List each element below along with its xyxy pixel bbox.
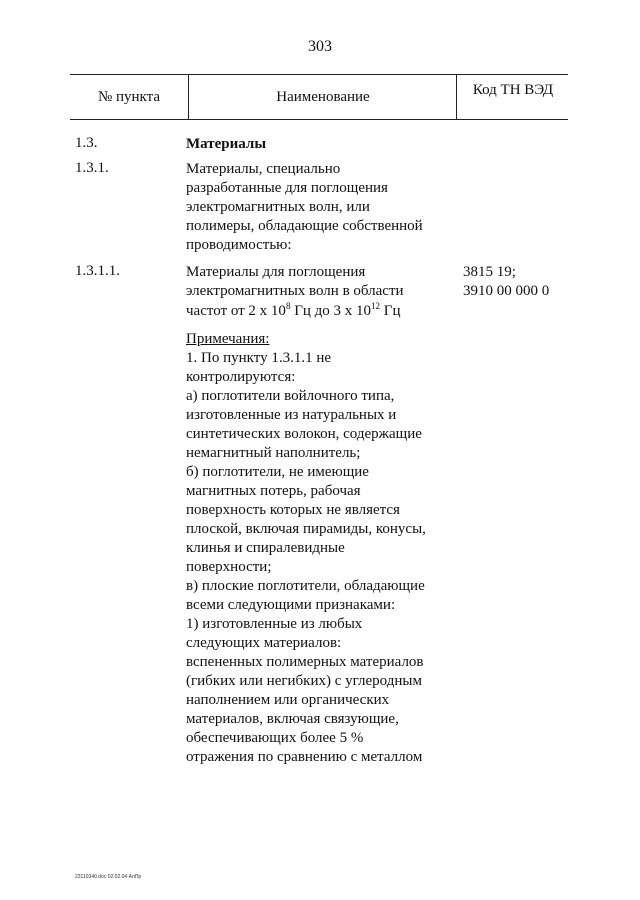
table-header bbox=[70, 74, 568, 120]
note-line: 1) изготовленные из любых bbox=[186, 616, 363, 632]
header-name: Наименование bbox=[188, 75, 457, 119]
freq-suffix: Гц bbox=[380, 303, 401, 319]
row-title bbox=[186, 135, 461, 154]
row-codes bbox=[463, 263, 573, 301]
note-line: 1. По пункту 1.3.1.1 не bbox=[186, 350, 332, 366]
row-number: 1.3.1.1. bbox=[75, 263, 120, 279]
row-name-line: Материалы, специально bbox=[186, 161, 341, 177]
note-line: вспененных полимерных материалов bbox=[186, 654, 424, 670]
freq-middle: Гц до 3 x 10 bbox=[290, 303, 372, 319]
freq-exponent-1: 8 bbox=[285, 301, 291, 311]
row-name-line: электромагнитных волн в области bbox=[186, 283, 404, 299]
freq-exponent-2: 12 bbox=[371, 301, 381, 311]
header-code: Код ТН ВЭД bbox=[456, 75, 569, 119]
row-name-line: проводимостью: bbox=[186, 237, 292, 253]
row-number: 1.3.1. bbox=[75, 160, 109, 176]
header-number: № пункта bbox=[97, 89, 161, 105]
row-name-line: полимеры, обладающие собственной bbox=[186, 218, 423, 234]
note-line: плоской, включая пирамиды, конусы, bbox=[186, 521, 426, 537]
note-line: поверхности; bbox=[186, 559, 272, 575]
notes-heading: Примечания: bbox=[186, 331, 270, 347]
row-name-line: электромагнитных волн, или bbox=[186, 199, 370, 215]
note-line: отражения по сравнению с металлом bbox=[186, 749, 423, 765]
row-name bbox=[186, 263, 461, 321]
tn-ved-code: 3815 19; bbox=[463, 264, 516, 280]
tn-ved-code: 3910 00 000 0 bbox=[463, 283, 550, 299]
row-number: 1.3. bbox=[75, 135, 98, 151]
note-line: контролируются: bbox=[186, 369, 296, 385]
note-line: поверхность которых не является bbox=[186, 502, 400, 518]
notes-text bbox=[186, 330, 461, 767]
note-line: магнитных потерь, рабочая bbox=[186, 483, 361, 499]
freq-prefix: частот от 2 x 10 bbox=[186, 303, 286, 319]
row-name-line: Материалы для поглощения bbox=[186, 264, 366, 280]
page-number: 303 bbox=[308, 38, 332, 55]
row-name-line: разработанные для поглощения bbox=[186, 180, 388, 196]
note-line: всеми следующими признаками: bbox=[186, 597, 396, 613]
note-line: наполнением или органических bbox=[186, 692, 390, 708]
note-line: следующих материалов: bbox=[186, 635, 342, 651]
note-line: (гибких или негибких) с углеродным bbox=[186, 673, 422, 689]
frequency-line bbox=[186, 302, 461, 321]
note-line: а) поглотители войлочного типа, bbox=[186, 388, 395, 404]
note-line: клинья и спиралевидные bbox=[186, 540, 345, 556]
note-line: обеспечивающих более 5 % bbox=[186, 730, 364, 746]
note-line: синтетических волокон, содержащие bbox=[186, 426, 422, 442]
note-line: в) плоские поглотители, обладающие bbox=[186, 578, 425, 594]
note-line: немагнитный наполнитель; bbox=[186, 445, 361, 461]
row-name bbox=[186, 160, 461, 255]
note-line: материалов, включая связующие, bbox=[186, 711, 399, 727]
note-line: б) поглотители, не имеющие bbox=[186, 464, 369, 480]
document-footer: 23110340.doc 02.02.04 АлПр bbox=[75, 874, 142, 880]
note-line: изготовленные из натуральных и bbox=[186, 407, 397, 423]
row-name-line: Материалы bbox=[186, 136, 267, 152]
